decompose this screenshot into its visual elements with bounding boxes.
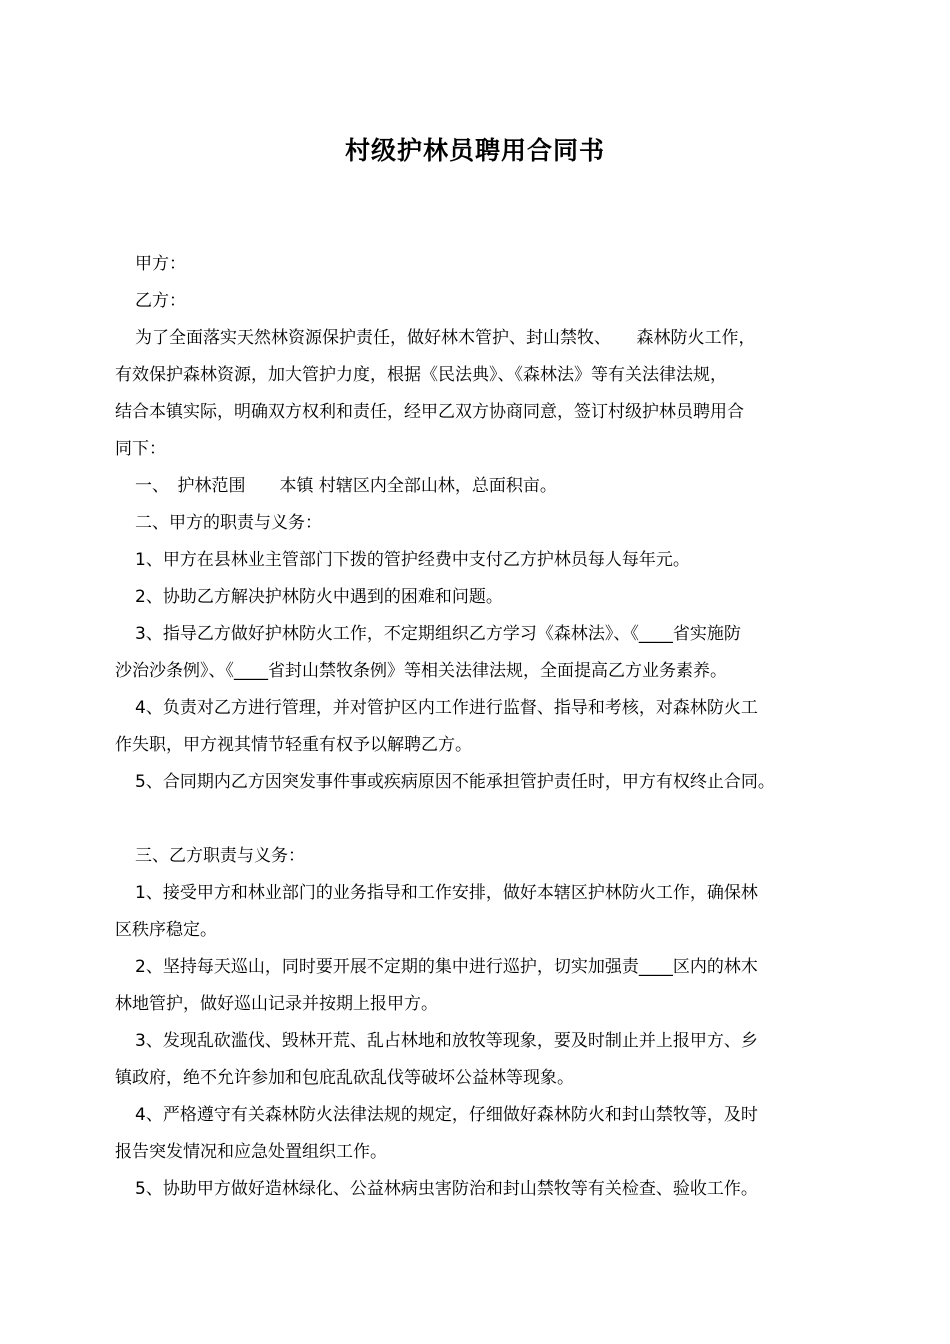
- section-2-item: [115, 616, 850, 690]
- section-2-item: [115, 764, 850, 801]
- item-line: 1、甲方在县林业主管部门下拨的管护经费中支付乙方护林员每人每年元。: [135, 550, 690, 570]
- item-line: 3、发现乱砍滥伐、毁林开荒、乱占林地和放牧等现象，要及时制止并上报甲方、乡: [135, 1031, 758, 1051]
- item-line: 3、指导乙方做好护林防火工作，不定期组织乙方学习《森林法》、《____省实施防: [135, 624, 741, 644]
- item-line: 作失职，甲方视其情节轻重有权予以解聘乙方。: [115, 735, 472, 755]
- section-3-heading-text: 三、乙方职责与义务：: [135, 846, 305, 866]
- item-line: 4、负责对乙方进行管理，并对管护区内工作进行监督、指导和考核，对森林防火工: [135, 698, 758, 718]
- party-a-label: 甲方：: [135, 254, 186, 274]
- item-line: 2、协助乙方解决护林防火中遇到的困难和问题。: [135, 587, 503, 607]
- paragraph-gap: [115, 801, 850, 838]
- party-b-label: 乙方：: [135, 291, 186, 311]
- item-line: 5、协助甲方做好造林绿化、公益林病虫害防治和封山禁牧等有关检查、验收工作。: [135, 1179, 758, 1199]
- section-3-item: [115, 875, 850, 949]
- section-3-heading: [115, 838, 850, 875]
- item-line: 区秩序稳定。: [115, 920, 217, 940]
- section-2-item: [115, 690, 850, 764]
- section-2-item: [115, 579, 850, 616]
- section-2-heading: [115, 505, 850, 542]
- item-line: 报告突发情况和应急处置组织工作。: [115, 1142, 387, 1162]
- party-b-line: [115, 283, 850, 320]
- section-3-item: [115, 949, 850, 1023]
- party-a-line: [115, 246, 850, 283]
- intro-line: 为了全面落实天然林资源保护责任，做好林木管护、封山禁牧、 森林防火工作，: [135, 328, 756, 348]
- section-1-text: 一、 护林范围 本镇 村辖区内全部山林，总面积亩。: [135, 476, 557, 496]
- intro-line: 同下：: [115, 439, 166, 459]
- section-3-item: [115, 1171, 850, 1208]
- item-line: 镇政府，绝不允许参加和包庇乱砍乱伐等破坏公益林等现象。: [115, 1068, 574, 1088]
- intro-paragraph: [115, 320, 850, 468]
- intro-line: 有效保护森林资源，加大管护力度，根据《民法典》、《森林法》等有关法律法规，: [115, 365, 727, 385]
- section-1-scope: [115, 468, 850, 505]
- item-line: 沙治沙条例》、《____省封山禁牧条例》等相关法律法规，全面提高乙方业务素养。: [115, 661, 727, 681]
- intro-line: 结合本镇实际，明确双方权利和责任，经甲乙双方协商同意，签订村级护林员聘用合: [115, 402, 744, 422]
- section-2-heading-text: 二、甲方的职责与义务：: [135, 513, 322, 533]
- item-line: 2、坚持每天巡山，同时要开展不定期的集中进行巡护，切实加强责____区内的林木: [135, 957, 758, 977]
- document-title: 村级护林员聘用合同书: [344, 136, 605, 165]
- item-line: 林地管护，做好巡山记录并按期上报甲方。: [115, 994, 438, 1014]
- item-line: 4、严格遵守有关森林防火法律法规的规定，仔细做好森林防火和封山禁牧等，及时: [135, 1105, 758, 1125]
- section-2-item: [115, 542, 850, 579]
- item-line: 5、合同期内乙方因突发事件事或疾病原因不能承担管护责任时，甲方有权终止合同。: [135, 772, 775, 792]
- item-line: 1、接受甲方和林业部门的业务指导和工作安排，做好本辖区护林防火工作，确保林: [135, 883, 758, 903]
- section-3-item: [115, 1097, 850, 1171]
- section-3-item: [115, 1023, 850, 1097]
- document-body: [115, 246, 850, 1208]
